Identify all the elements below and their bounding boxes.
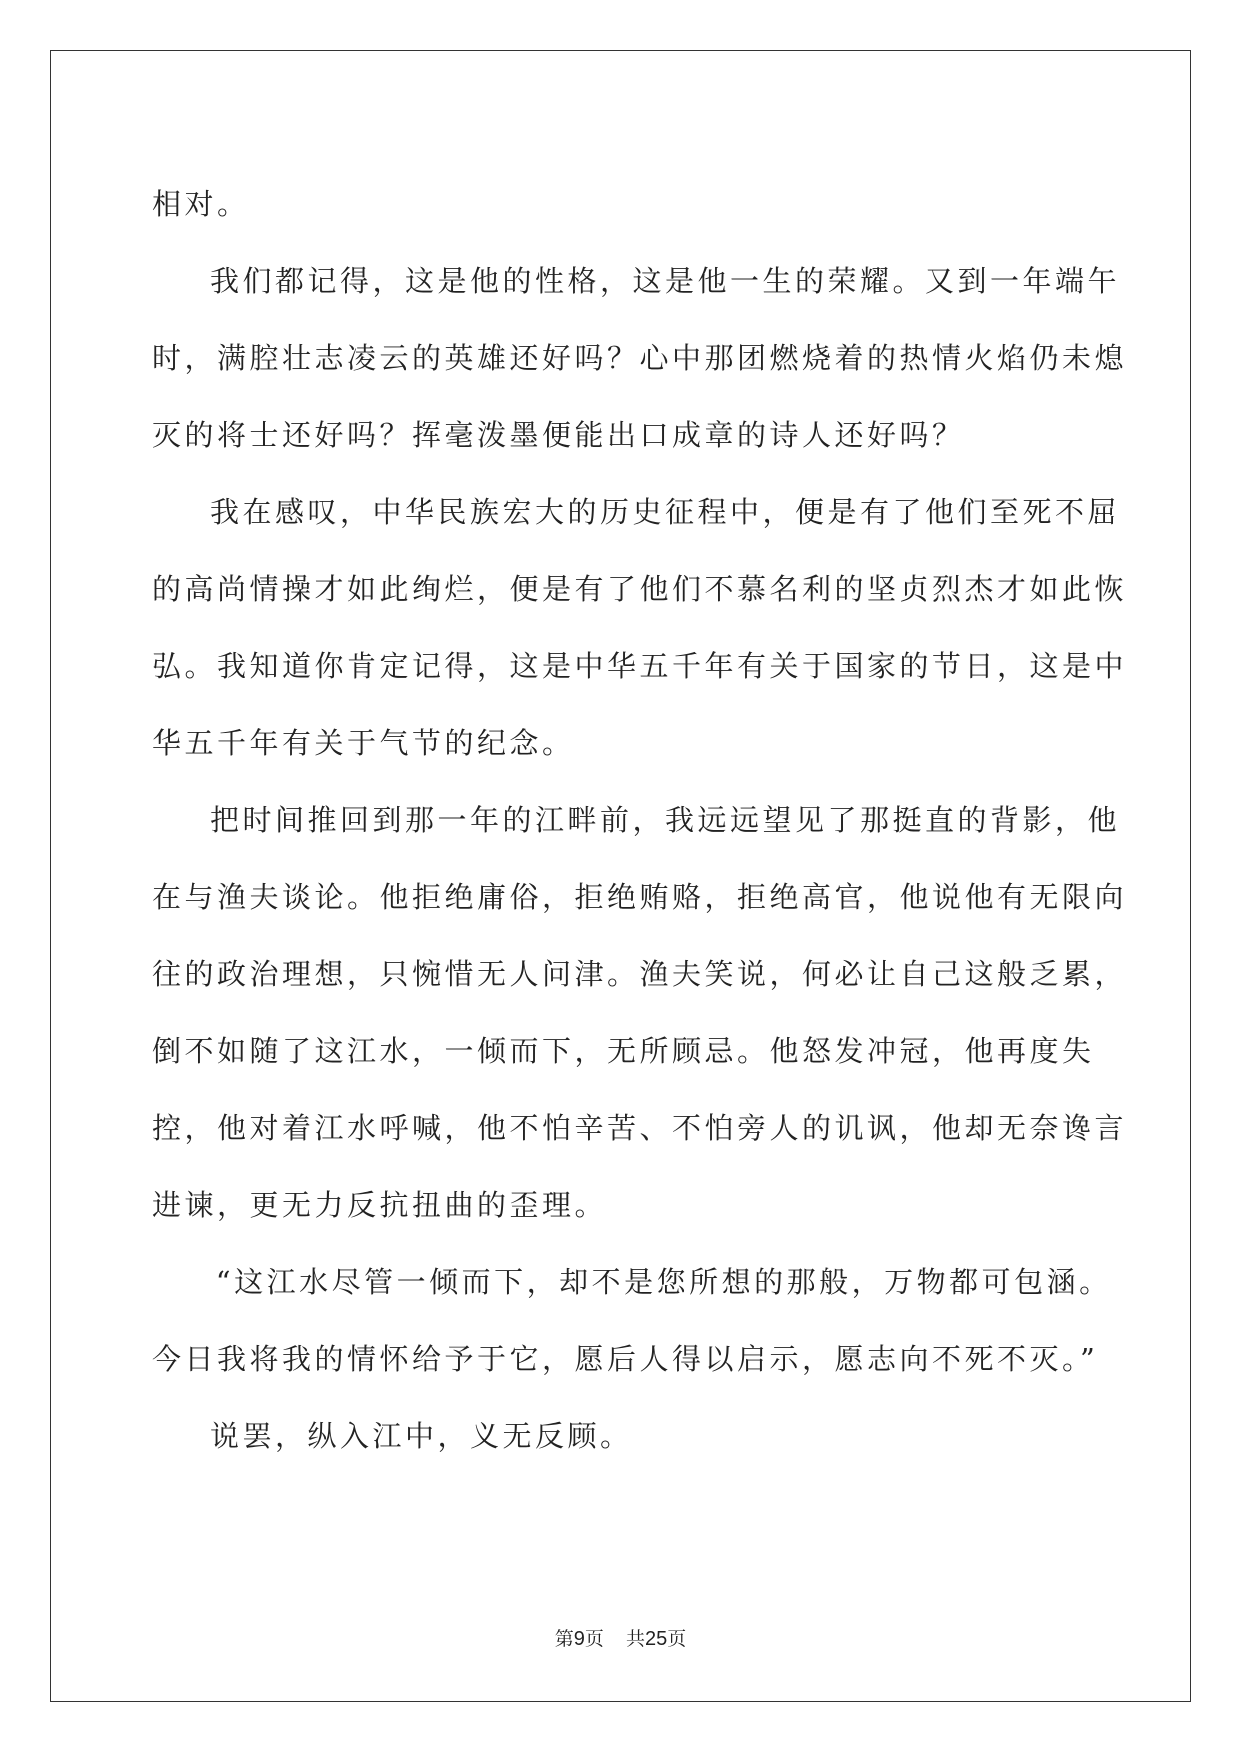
footer-prefix: 第 — [554, 1628, 574, 1650]
paragraph-2: 我们都记得，这是他的性格，这是他一生的荣耀。又到一年端午时，满腔壮志凌云的英雄还好吗？心中那团燃烧着的热情火焰仍未熄灭的将士还好吗？挥毫泼墨便能出口成章的诗人还好吗？ — [152, 264, 1128, 452]
total-page-count: 25 — [644, 1628, 668, 1650]
footer-page-suffix: 页 — [584, 1628, 604, 1650]
paragraph-6: 说罢，纵入江中，义无反顾。 — [210, 1419, 633, 1453]
paragraph-1: 相对。 — [152, 187, 250, 221]
current-page-number: 9 — [573, 1628, 585, 1650]
footer-total-suffix: 页 — [667, 1628, 687, 1650]
page-footer — [0, 1624, 1241, 1651]
footer-total-prefix: 共 — [625, 1628, 645, 1650]
paragraph-3: 我在感叹，中华民族宏大的历史征程中，便是有了他们至死不屈的高尚情操才如此绚烂，便是有了他们不慕名利的坚贞烈杰才如此恢弘。我知道你肯定记得，这是中华五千年有关于国家的节日，这是中华五千年有关于气节的纪念。 — [152, 495, 1128, 760]
paragraph-5-quote: “这江水尽管一倾而下，却不是您所想的那般，万物都可包涵。今日我将我的情怀给予于它，愿后人得以启示，愿志向不死不灭。” — [152, 1265, 1112, 1376]
document-body — [152, 166, 1127, 1475]
paragraph-4: 把时间推回到那一年的江畔前，我远远望见了那挺直的背影，他在与渔夫谈论。他拒绝庸俗，拒绝贿赂，拒绝高官，他说他有无限向往的政治理想，只惋惜无人问津。渔夫笑说，何必让自己这般乏累，倒不如随了这江水，一倾而下，无所顾忌。他怒发冲冠，他再度失控，他对着江水呼喊，他不怕辛苦、不怕旁人的讥讽，他却无奈谗言进谏，更无力反抗扭曲的歪理。 — [152, 803, 1128, 1222]
